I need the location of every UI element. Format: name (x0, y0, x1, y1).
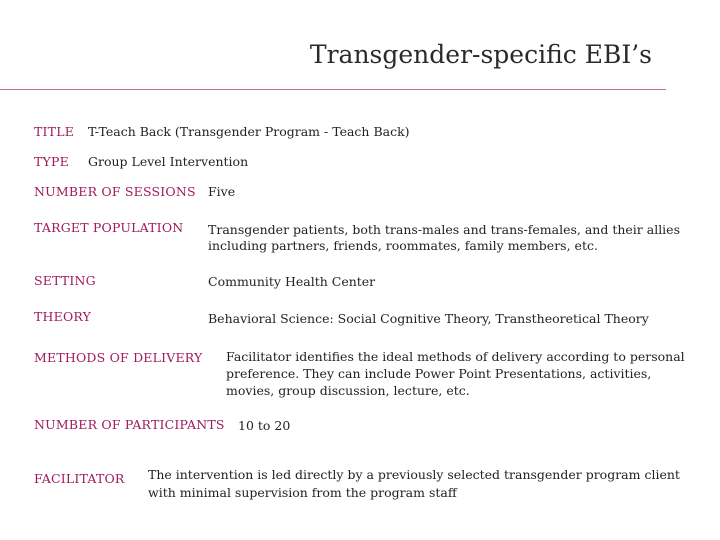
facilitator-line-2: with minimal supervision from the program staff (148, 485, 457, 500)
target-population-label: TARGET POPULATION (34, 220, 184, 235)
facilitator-label: FACILITATOR (34, 471, 125, 486)
type-label: TYPE (34, 154, 69, 169)
sessions-label: NUMBER OF SESSIONS (34, 184, 196, 199)
delivery-line-2: preference. They can include Power Point Presentations, activities, (226, 366, 652, 381)
delivery-line-3: movies, group discussion, lecture, etc. (226, 383, 470, 398)
setting-value: Community Health Center (208, 274, 376, 289)
setting-label: SETTING (34, 273, 96, 288)
participants-value: 10 to 20 (238, 418, 291, 433)
delivery-label: METHODS OF DELIVERY (34, 350, 203, 365)
title-label: TITLE (34, 124, 75, 139)
target-population-line-1: Transgender patients, both trans-males and trans-females, and their allies (208, 222, 680, 237)
target-population-line-2: including partners, friends, roommates, family members, etc. (208, 238, 598, 253)
theory-label: THEORY (34, 309, 92, 324)
title-divider (0, 89, 666, 90)
title-value: T-Teach Back (Transgender Program - Teach Back) (88, 124, 410, 139)
slide-title: Transgender-specific EBI’s (309, 40, 652, 69)
facilitator-line-1: The intervention is led directly by a previously selected transgender program client (148, 467, 680, 482)
theory-value: Behavioral Science: Social Cognitive Theory, Transtheoretical Theory (208, 311, 649, 326)
type-value: Group Level Intervention (88, 154, 249, 169)
participants-label: NUMBER OF PARTICIPANTS (34, 417, 225, 432)
sessions-value: Five (208, 184, 236, 199)
delivery-line-1: Facilitator identifies the ideal methods of delivery according to personal (226, 349, 685, 364)
